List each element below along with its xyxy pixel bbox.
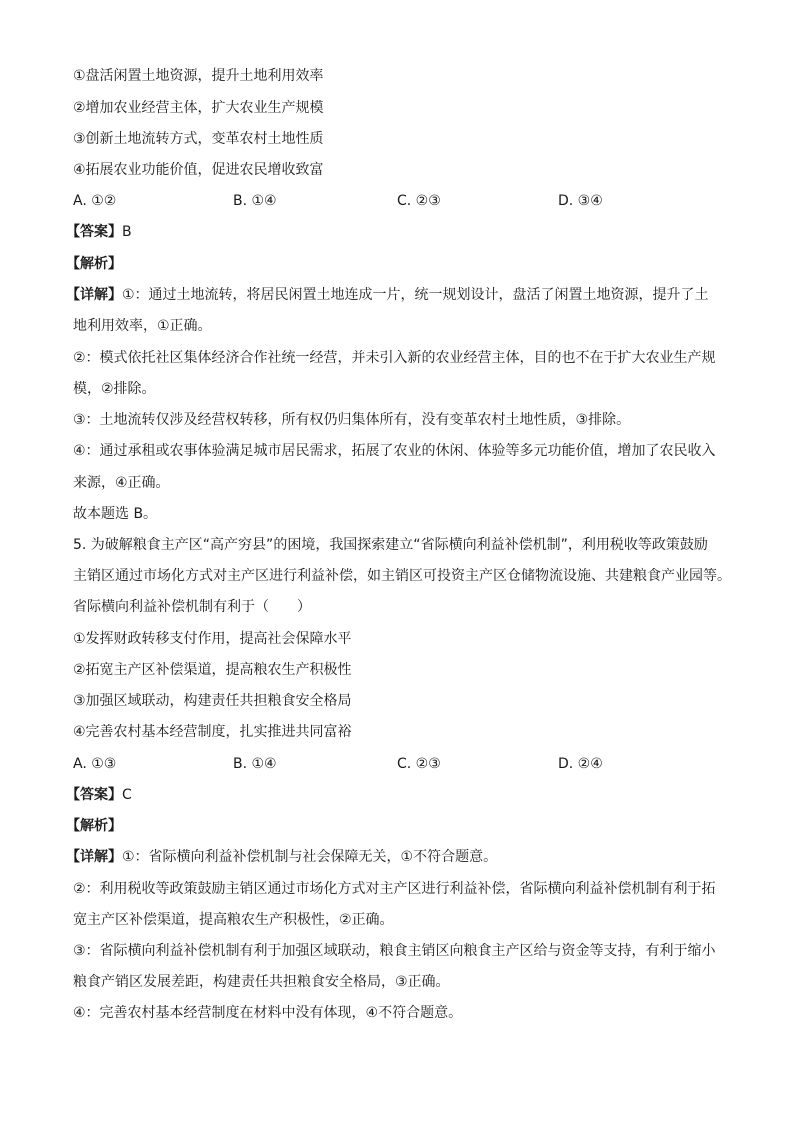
q4-statement-3: ③创新土地流转方式，变革农村土地性质 <box>73 131 324 147</box>
q4-statement-2: ②增加农业经营主体，扩大农业生产规模 <box>73 100 324 116</box>
q4-detail-line-1 <box>66 286 746 304</box>
q5-option-b: B. ①④ <box>233 756 277 772</box>
q5-option-d: D. ②④ <box>558 756 603 772</box>
q5-detail-line-6: ④：完善农村基本经营制度在材料中没有体现，④不符合题意。 <box>73 1005 463 1021</box>
q4-answer <box>66 223 746 241</box>
q4-option-c: C. ②③ <box>397 193 441 209</box>
q5-statement-4: ④完善农村基本经营制度，扎实推进共同富裕 <box>73 724 352 740</box>
q4-answer-label: 【答案】 <box>66 224 122 240</box>
q4-statement-4: ④拓展农业功能价值，促进农民增收致富 <box>73 162 324 178</box>
q4-analysis-label: 【解析】 <box>66 256 122 272</box>
q5-option-a: A. ①③ <box>73 756 117 772</box>
q5-statement-3: ③加强区域联动，构建责任共担粮食安全格局 <box>73 693 352 709</box>
q5-detail-line-5: 粮食产销区发展差距，构建责任共担粮食安全格局，③正确。 <box>73 974 450 990</box>
q4-statement-1: ①盘活闲置土地资源，提升土地利用效率 <box>73 68 324 84</box>
q4-option-d: D. ③④ <box>558 193 603 209</box>
q5-answer-value: C <box>122 787 132 803</box>
q5-detail-line-3: 宽主产区补偿渠道，提高粮农生产积极性，②正确。 <box>73 912 394 928</box>
q4-option-a: A. ①② <box>73 193 117 209</box>
q5-stem-line-1: 5. 为破解粮食主产区“高产穷县”的困境，我国探索建立“省际横向利益补偿机制”，利用税收等政策鼓励 <box>73 537 708 553</box>
q5-detail-line-4: ③：省际横向利益补偿机制有利于加强区域联动，粮食主销区向粮食主产区给与资金等支持，有利于缩小 <box>73 943 716 959</box>
q5-answer-label: 【答案】 <box>66 787 122 803</box>
q4-detail-line-6: ④：通过承租或农事体验满足城市居民需求，拓展了农业的休闲、体验等多元功能价值，增加了农民收入 <box>73 443 716 459</box>
q5-option-c: C. ②③ <box>397 756 441 772</box>
q5-stem-line-3: 省际横向利益补偿机制有利于（ ） <box>73 599 311 615</box>
q5-statement-1: ①发挥财政转移支付作用，提高社会保障水平 <box>73 631 352 647</box>
q5-detail-text-1: ①：省际横向利益补偿机制与社会保障无关，①不符合题意。 <box>122 849 498 865</box>
q4-detail-label: 【详解】 <box>66 287 122 303</box>
q4-detail-line-5: ③：土地流转仅涉及经营权转移，所有权仍归集体所有，没有变革农村土地性质，③排除。 <box>73 412 631 428</box>
q4-detail-line-2: 地利用效率，①正确。 <box>73 318 212 334</box>
q5-analysis-label: 【解析】 <box>66 818 122 834</box>
q5-detail-line-2: ②：利用税收等政策鼓励主销区通过市场化方式对主产区进行利益补偿，省际横向利益补偿机制有利于拓 <box>73 881 716 897</box>
q4-answer-value: B <box>122 224 132 240</box>
q4-conclusion: 故本题选 B。 <box>73 506 158 522</box>
q4-detail-line-3: ②：模式依托社区集体经济合作社统一经营，并未引入新的农业经营主体，目的也不在于扩大农业生产规 <box>73 350 716 366</box>
q5-statement-2: ②拓宽主产区补偿渠道，提高粮农生产积极性 <box>73 662 352 678</box>
q5-answer <box>66 786 746 804</box>
q5-detail-line-1 <box>66 848 746 866</box>
q4-detail-text-1: ①：通过土地流转，将居民闲置土地连成一片，统一规划设计，盘活了闲置土地资源，提升了土 <box>122 287 709 303</box>
q4-detail-line-4: 模，②排除。 <box>73 381 156 397</box>
q4-option-b: B. ①④ <box>233 193 277 209</box>
q4-detail-line-7: 来源，④正确。 <box>73 475 170 491</box>
q5-detail-label: 【详解】 <box>66 849 122 865</box>
q5-stem-line-2: 主销区通过市场化方式对主产区进行利益补偿，如主销区可投资主产区仓储物流设施、共建粮食产业园等。 <box>73 568 731 584</box>
